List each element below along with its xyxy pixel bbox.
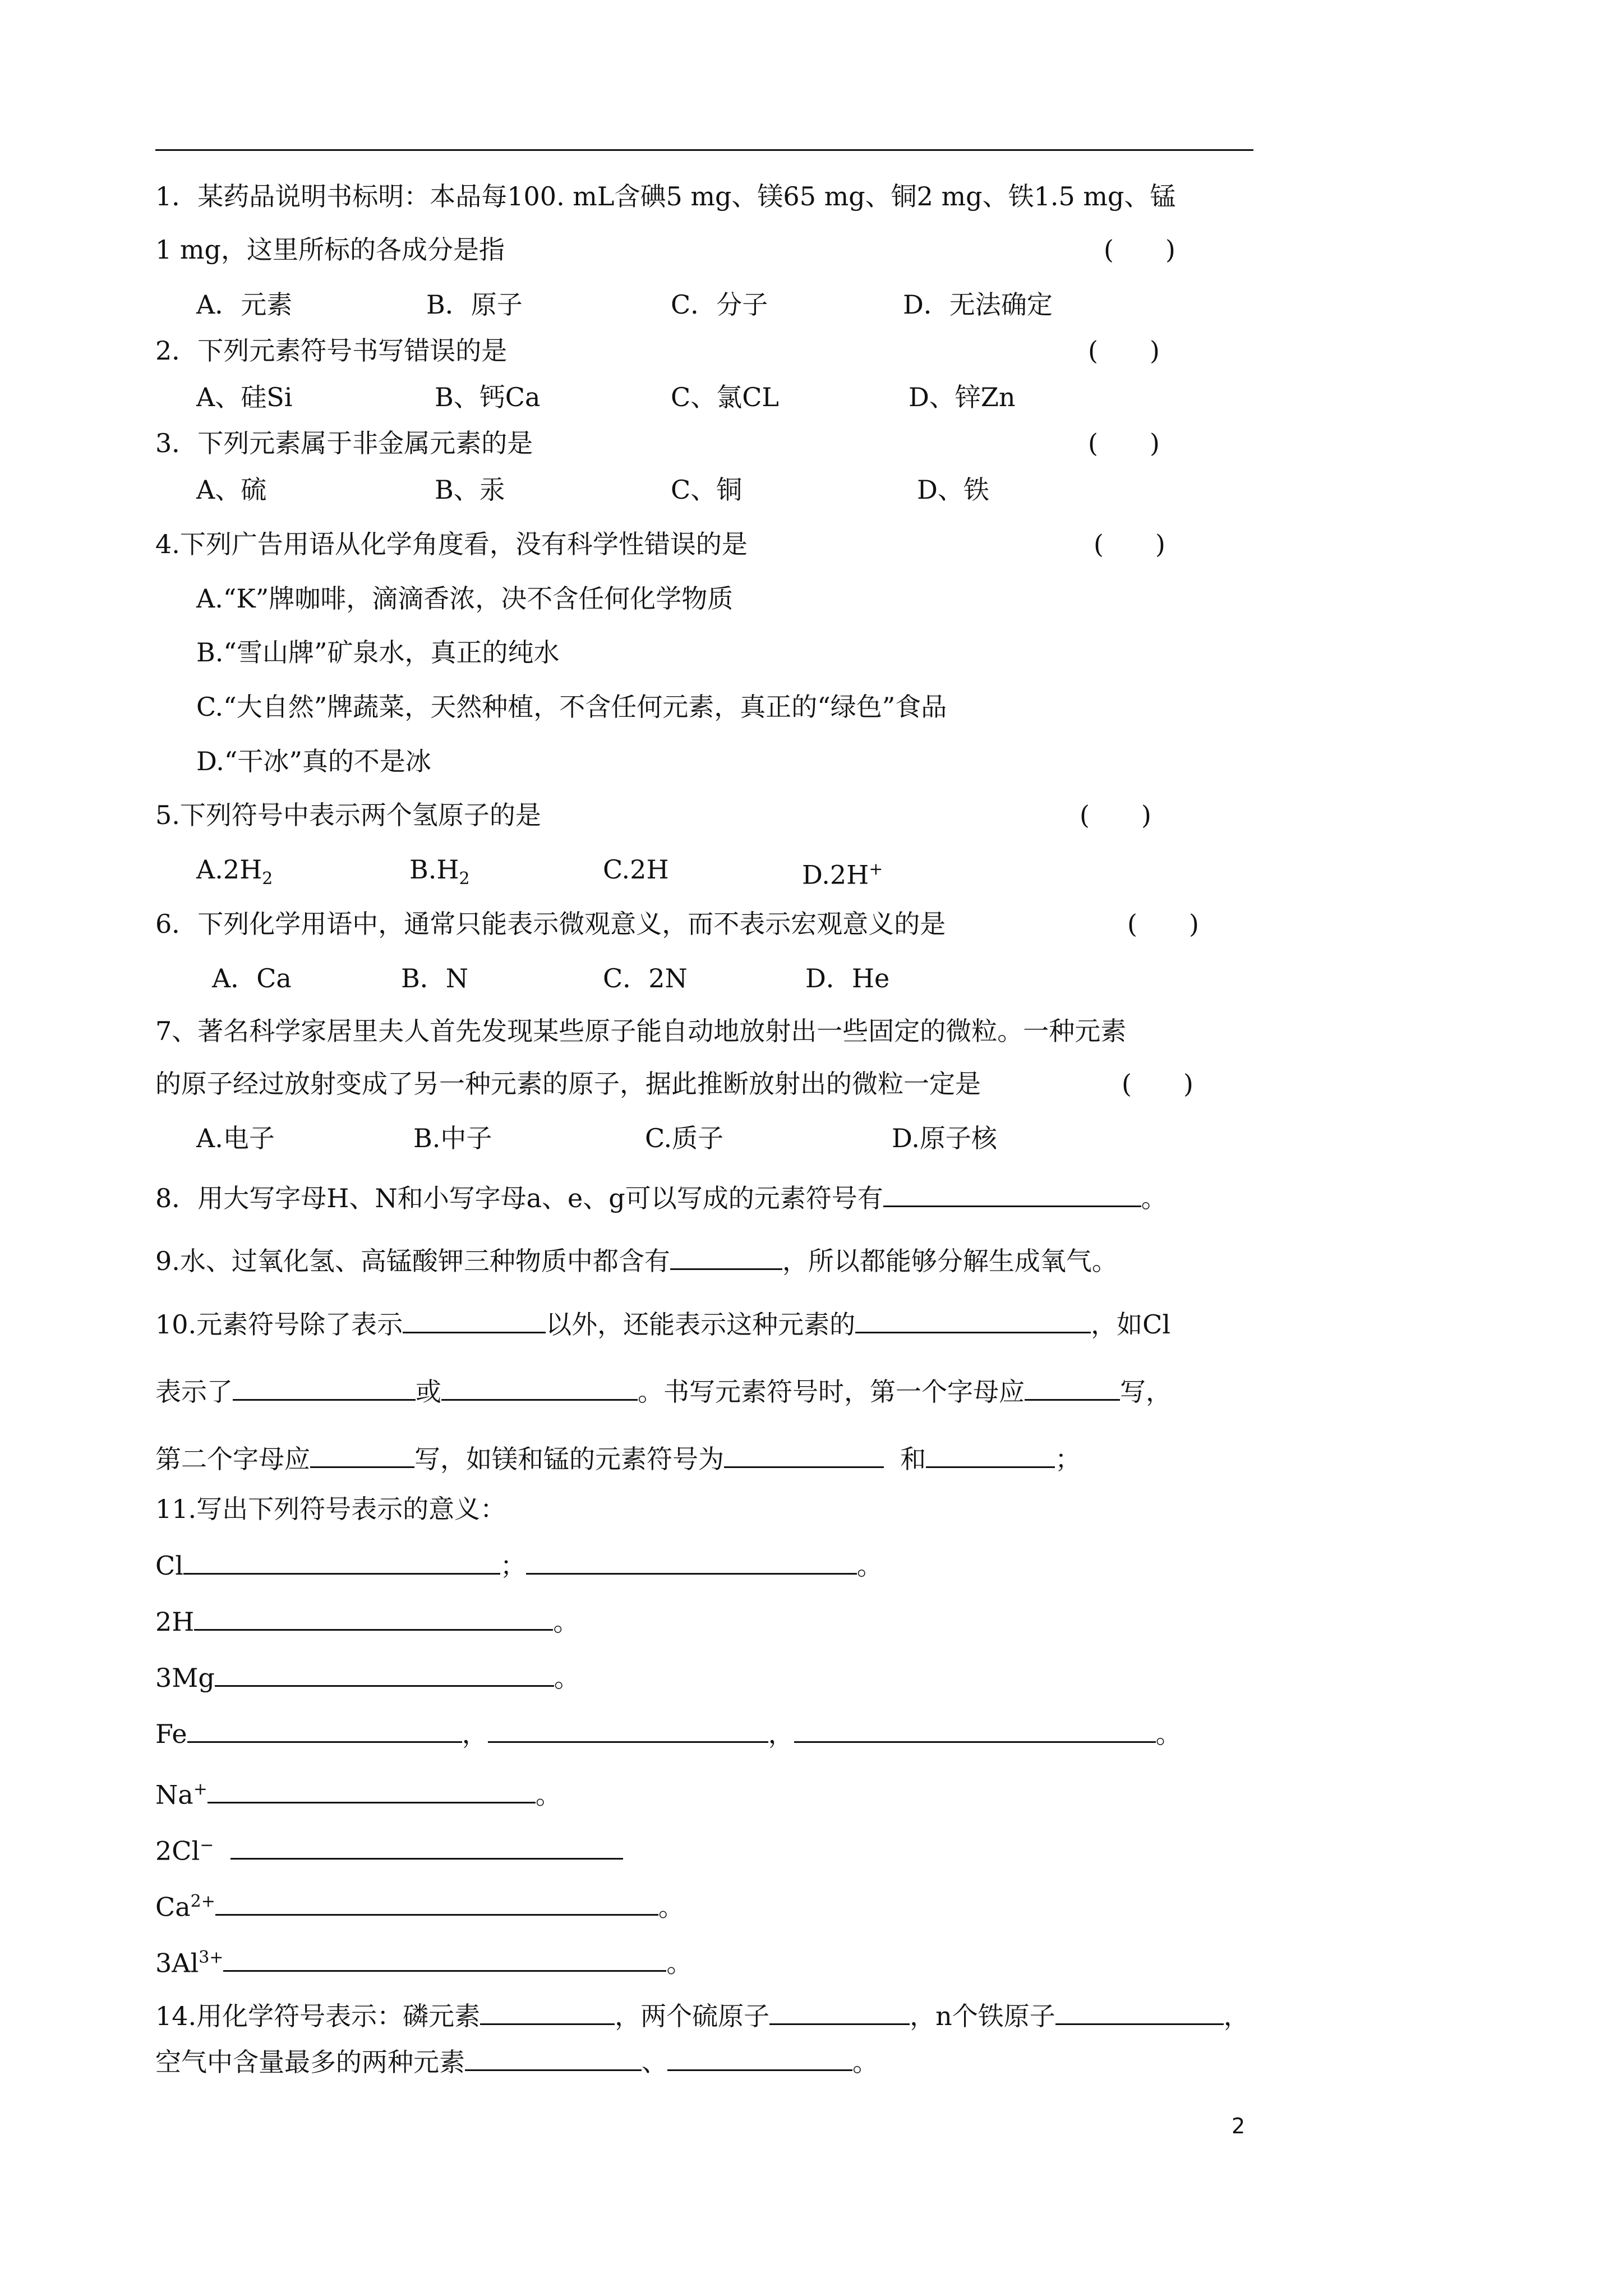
q10-text-g: 写，	[1120, 1377, 1172, 1407]
q11-3mg-row	[155, 1660, 580, 1695]
q4-option-a: A.“K”牌咖啡，滴滴香浓，决不含任何化学物质	[196, 583, 734, 614]
q14-line2	[155, 2045, 878, 2079]
q11-fe-sep1: ，	[462, 1719, 488, 1749]
q4-option-c: C.“大自然”牌蔬菜，天然种植，不含任何元素，真正的“绿色”食品	[196, 692, 947, 722]
q11-fe-sep2: ，	[768, 1719, 794, 1749]
q8-answer-blank[interactable]	[883, 1181, 1141, 1207]
q2-option-b: B、钙Ca	[435, 382, 541, 412]
q8-end: 。	[1141, 1183, 1167, 1213]
q10-text-f: 。书写元素符号时，第一个字母应	[638, 1377, 1025, 1407]
q7-answer-paren[interactable]: ( )	[1122, 1069, 1193, 1099]
q11-al-blank[interactable]	[223, 1945, 666, 1972]
q10-text-b: 以外，还能表示这种元素的	[546, 1309, 856, 1340]
q11-na-blank[interactable]	[208, 1777, 536, 1803]
q11-al-end: 。	[666, 1948, 693, 1978]
q5-option-a-subscript: 2	[262, 869, 273, 889]
q10-text-k: ；	[1055, 1444, 1081, 1474]
q7-option-c: C.质子	[645, 1123, 724, 1153]
q11-2h-end: 。	[553, 1607, 579, 1637]
q6-option-a: A．Ca	[212, 963, 292, 993]
q5-answer-paren[interactable]: ( )	[1080, 800, 1151, 830]
q11-al-charge: 3+	[199, 1948, 224, 1967]
q10-text-d: 表示了	[155, 1377, 233, 1407]
q5-option-d	[802, 853, 883, 891]
q14-blank-4[interactable]	[465, 2045, 642, 2071]
q10-blank-1[interactable]	[403, 1307, 546, 1333]
q11-2h-blank[interactable]	[194, 1604, 553, 1631]
q11-na-row	[155, 1773, 561, 1811]
q7-option-b: B.中子	[413, 1123, 492, 1153]
q11-fe-blank-3[interactable]	[794, 1717, 1156, 1743]
q10-line1	[155, 1307, 1170, 1341]
q4-answer-paren[interactable]: ( )	[1094, 529, 1165, 559]
q6-answer-paren[interactable]: ( )	[1127, 909, 1199, 939]
q11-cl-blank-2[interactable]	[526, 1548, 857, 1575]
q7-line2: 的原子经过放射变成了另一种元素的原子，据此推断放射出的微粒一定是	[155, 1069, 981, 1099]
q10-blank-6[interactable]	[310, 1442, 414, 1468]
q11-2h-symbol: 2H	[155, 1607, 195, 1637]
q3-option-c: C、铜	[671, 475, 743, 505]
q5-option-d-label: D.2H	[802, 859, 869, 890]
q11-2cl-blank[interactable]	[230, 1833, 623, 1860]
q11-3mg-blank[interactable]	[215, 1660, 554, 1687]
q2-option-c: C、氯CL	[671, 382, 779, 412]
q11-2cl-symbol: 2Cl	[155, 1835, 200, 1866]
q14-blank-2[interactable]	[769, 1999, 910, 2025]
page-number: 2	[1232, 2114, 1246, 2138]
q11-ca-symbol: Ca	[155, 1892, 191, 1922]
q11-fe-symbol: Fe	[155, 1719, 187, 1749]
q11-fe-row	[155, 1717, 1182, 1751]
q14-text-g: 。	[852, 2047, 878, 2077]
q11-na-symbol: Na	[155, 1779, 193, 1810]
q1-line2: 1 mg，这里所标的各成分是指	[155, 234, 505, 265]
q2-stem: 2．下列元素符号书写错误的是	[155, 335, 508, 366]
q11-na-charge: +	[193, 1779, 208, 1799]
q11-cl-sep: ；	[500, 1550, 526, 1581]
q3-stem: 3．下列元素属于非金属元素的是	[155, 428, 533, 458]
q8-text: 8．用大写字母H、N和小写字母a、e、g可以写成的元素符号有	[155, 1183, 883, 1213]
q5-option-d-superscript: +	[869, 859, 883, 879]
q9-text-post: ，所以都能够分解生成氧气。	[782, 1246, 1118, 1276]
q11-na-end: 。	[535, 1779, 561, 1810]
q11-fe-end: 。	[1155, 1719, 1182, 1749]
q1-option-d: D．无法确定	[903, 289, 1053, 320]
q11-2cl-charge: −	[200, 1835, 214, 1855]
q10-line2	[155, 1374, 1172, 1409]
q7-option-a: A.电子	[196, 1123, 275, 1153]
q14-line1	[155, 1999, 1249, 2033]
q11-fe-blank-2[interactable]	[488, 1717, 768, 1743]
q10-blank-7[interactable]	[724, 1442, 884, 1468]
q14-blank-1[interactable]	[480, 1999, 615, 2025]
q11-ca-blank[interactable]	[215, 1889, 658, 1916]
q6-option-b: B．N	[401, 963, 469, 993]
q11-3mg-end: 。	[554, 1663, 580, 1693]
q3-answer-paren[interactable]: ( )	[1088, 428, 1160, 458]
q1-answer-paren[interactable]: ( )	[1104, 234, 1175, 265]
q2-option-d: D、锌Zn	[909, 382, 1016, 412]
q10-text-c: ，如Cl	[1091, 1309, 1171, 1340]
q2-answer-paren[interactable]: ( )	[1088, 335, 1160, 366]
q10-blank-5[interactable]	[1025, 1374, 1120, 1401]
q7-option-d: D.原子核	[892, 1123, 997, 1153]
q11-fe-blank-1[interactable]	[187, 1717, 462, 1743]
q11-2cl-row	[155, 1829, 623, 1867]
q14-text-e: 空气中含量最多的两种元素	[155, 2047, 465, 2077]
q3-option-b: B、汞	[435, 475, 505, 505]
q10-line3	[155, 1442, 1081, 1476]
q1-option-c: C．分子	[671, 289, 768, 320]
q10-text-h: 第二个字母应	[155, 1444, 310, 1474]
q10-blank-3[interactable]	[233, 1374, 416, 1401]
q9-line	[155, 1244, 1118, 1278]
q10-text-e: 或	[416, 1377, 441, 1407]
header-rule	[155, 149, 1253, 151]
q11-cl-end: 。	[856, 1550, 883, 1581]
q11-ca-charge: 2+	[190, 1892, 215, 1911]
q11-cl-row	[155, 1548, 883, 1582]
q10-blank-2[interactable]	[855, 1307, 1091, 1333]
q5-option-a-label: A.2H	[196, 854, 262, 885]
q10-blank-4[interactable]	[441, 1374, 638, 1401]
q14-text-c: ，n个铁原子	[910, 2001, 1055, 2031]
q14-blank-3[interactable]	[1055, 1999, 1224, 2025]
q4-stem: 4.下列广告用语从化学角度看，没有科学性错误的是	[155, 529, 748, 559]
q3-option-d: D、铁	[917, 475, 989, 505]
q6-stem: 6．下列化学用语中，通常只能表示微观意义，而不表示宏观意义的是	[155, 909, 946, 939]
q14-text-b: ，两个硫原子	[615, 2001, 770, 2031]
q11-al-row	[155, 1941, 692, 1980]
q14-text-a: 14.用化学符号表示：磷元素	[155, 2001, 481, 2031]
q5-option-a	[196, 853, 273, 896]
q5-option-b-subscript: 2	[459, 869, 470, 889]
q5-option-c: C.2H	[603, 854, 669, 885]
q11-cl-blank-1[interactable]	[183, 1548, 500, 1575]
q3-option-a: A、硫	[196, 475, 267, 505]
q14-text-f: 、	[642, 2047, 667, 2077]
q4-option-b: B.“雪山牌”矿泉水，真正的纯水	[196, 637, 560, 668]
q14-text-d: ，	[1223, 2001, 1249, 2031]
q4-option-d: D.“干冰”真的不是冰	[196, 746, 431, 776]
q9-text-pre: 9.水、过氧化氢、高锰酸钾三种物质中都含有	[155, 1246, 670, 1276]
q10-text-j: 和	[900, 1444, 926, 1474]
q11-3mg-symbol: 3Mg	[155, 1663, 215, 1693]
q1-option-a: A．元素	[196, 289, 293, 320]
q11-cl-symbol: Cl	[155, 1550, 183, 1581]
q5-stem: 5.下列符号中表示两个氢原子的是	[155, 800, 541, 830]
q11-2h-row	[155, 1604, 579, 1639]
q10-text-i: 写，如镁和锰的元素符号为	[414, 1444, 724, 1474]
q2-option-a: A、硅Si	[196, 382, 293, 412]
q14-blank-5[interactable]	[667, 2045, 852, 2071]
q11-ca-end: 。	[658, 1892, 684, 1922]
q11-stem: 11.写出下列符号表示的意义：	[155, 1494, 506, 1524]
q11-ca-row	[155, 1885, 684, 1924]
q6-option-d: D．He	[805, 963, 890, 993]
q10-blank-8[interactable]	[926, 1442, 1055, 1468]
q8-line	[155, 1181, 1167, 1215]
q1-line1: 1．某药品说明书标明：本品每100. mL含碘5 mg、镁65 mg、铜2 mg、铁1.5 mg、锰	[155, 181, 1176, 211]
q1-option-b: B．原子	[426, 289, 523, 320]
q9-answer-blank[interactable]	[670, 1244, 782, 1270]
q5-option-b-label: B.H	[409, 854, 459, 885]
q10-text-a: 10.元素符号除了表示	[155, 1309, 403, 1340]
q11-al-symbol: 3Al	[155, 1948, 199, 1978]
q7-line1: 7、著名科学家居里夫人首先发现某些原子能自动地放射出一些固定的微粒。一种元素	[155, 1016, 1127, 1046]
q6-option-c: C．2N	[603, 963, 688, 993]
q5-option-b	[409, 853, 470, 896]
